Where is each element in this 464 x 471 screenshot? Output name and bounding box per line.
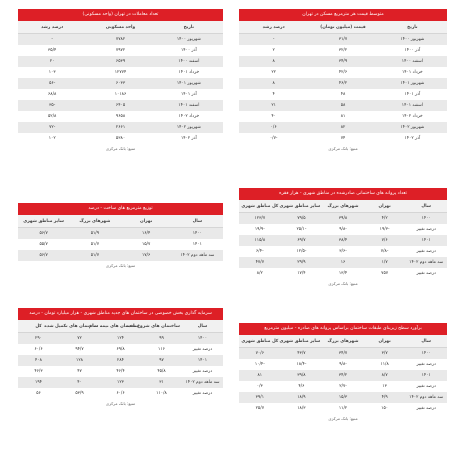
table-cell: ۸/۷ xyxy=(364,370,406,381)
table-cell: -۱۹/۹ xyxy=(254,227,265,232)
table-cell: ۴ xyxy=(272,92,275,97)
table-cell: -۳۵ xyxy=(18,100,86,111)
table-cell: ۱۵/۳ xyxy=(322,392,364,403)
card-construction-distribution xyxy=(18,203,223,271)
table-cell: ۱۰۲ xyxy=(48,136,56,141)
table-cell: ۱۰۱۸۶ xyxy=(114,92,127,97)
table-cell: ۱۷/۶ xyxy=(121,250,172,261)
card-title: سرمایه گذاری بخش خصوصی در ساختمان های جدید مناطق شهری - هزار میلیارد تومان - درصد xyxy=(18,308,223,320)
table-cell: ۸۱ xyxy=(340,114,346,119)
table-cell: ۳۴/۹ xyxy=(308,56,377,67)
table-cell: ۱۴۰۱ xyxy=(192,242,202,247)
table-row xyxy=(239,100,447,111)
table-cell: آذر ۱۴۰۰ xyxy=(404,48,421,53)
table-cell: ۴۰۸ xyxy=(18,355,59,366)
table-cell: درصد تغییر xyxy=(416,271,436,276)
table-cell: ۳۹/۸ xyxy=(322,213,364,225)
column-header: تاریخ xyxy=(378,21,447,34)
source-note: منبع: بانک مرکزی xyxy=(105,401,136,406)
table-cell: ۷۷۸۲ xyxy=(86,34,154,46)
table-cell: ۱۴۰۱ xyxy=(405,370,447,381)
table-row xyxy=(239,122,447,133)
table-cell: ۲۸۴ xyxy=(100,355,141,366)
table-cell: ۱۸/۳ xyxy=(297,406,306,411)
table-cell: ۲۵/۷ xyxy=(255,406,264,411)
table-cell: خرداد ۱۴۰۱ xyxy=(402,70,423,75)
column-header: سایر مناطق شهری xyxy=(281,200,323,213)
table-cell: ۳۸/۴ xyxy=(322,235,364,246)
table-cell: - xyxy=(18,34,86,46)
table-row xyxy=(18,78,223,89)
distribution-table xyxy=(18,215,223,261)
table-cell: ۱۲۷۷۴ xyxy=(114,70,127,75)
source-note: منبع: بانک مرکزی xyxy=(105,263,136,268)
column-header: کل xyxy=(18,320,59,333)
table-row xyxy=(18,45,223,56)
column-header: کل مناطق شهری xyxy=(239,335,281,348)
card-private-investment xyxy=(18,308,223,409)
table-header-row xyxy=(18,320,223,333)
table-cell: ۵۶/۷ xyxy=(18,228,69,240)
table-cell: ۴۶/۳ xyxy=(34,369,43,374)
table-cell: ۴۸ xyxy=(340,92,346,97)
table-cell: ۴۷ xyxy=(77,369,82,374)
column-header: تهران xyxy=(121,215,172,228)
column-header: سال xyxy=(182,320,223,333)
table-cell: ۵۲/۸ xyxy=(47,114,57,119)
table-cell: ۳/۷ xyxy=(364,348,406,360)
table-cell: ۱۶/۴ xyxy=(121,228,172,240)
table-cell: ۱۱۰/۸ xyxy=(156,391,167,396)
table-row xyxy=(239,392,447,403)
table-cell: -۶/۴ xyxy=(255,249,264,254)
table-cell: شهریور ۱۴۰۰ xyxy=(378,34,447,46)
table-cell: ۹۹ xyxy=(141,333,182,345)
table-cell: ۸ xyxy=(239,56,308,67)
table-row xyxy=(18,366,223,377)
table-cell: آذر ۱۴۰۰ xyxy=(180,48,197,53)
table-cell: ۴۰ xyxy=(59,377,100,388)
table-cell: ۴۰ xyxy=(271,114,276,119)
table-cell: ۵۳/۹ xyxy=(75,391,84,396)
table-cell: آذر ۱۴۰۱ xyxy=(404,92,421,97)
table-row xyxy=(18,344,223,355)
table-row xyxy=(18,239,223,250)
table-header-row xyxy=(18,21,223,34)
table-cell: ۵۵/۷ xyxy=(39,242,48,247)
table-row xyxy=(239,370,447,381)
table-row xyxy=(239,359,447,370)
table-cell: ۴۶/۲ xyxy=(308,78,377,89)
table-cell: ۱/۷ xyxy=(364,257,406,268)
table-cell: ۵۱/۷ xyxy=(90,242,100,247)
table-cell: ۸ xyxy=(239,78,308,89)
table-row xyxy=(239,257,447,268)
table-cell: ۱۱۶ xyxy=(158,347,165,352)
table-cell: ۴/۲ xyxy=(364,213,406,225)
card-title: متوسط قیمت هر مترمربع مسکن در تهران xyxy=(239,9,447,21)
table-row xyxy=(239,403,447,414)
table-cell: -۱۰/۴ xyxy=(254,362,265,367)
table-cell: درصد تغییر xyxy=(416,362,436,367)
table-cell: -۹/۸ xyxy=(339,362,347,367)
table-header-row xyxy=(239,21,447,34)
card-building-permits xyxy=(239,188,447,289)
table-row xyxy=(239,268,447,279)
table-cell: ۹۷ xyxy=(141,355,182,366)
table-row xyxy=(239,56,447,67)
table-row xyxy=(18,100,223,111)
column-header: شهرهای بزرگ xyxy=(322,200,364,213)
column-header: شهرهای بزرگ xyxy=(69,215,120,228)
table-cell: ۳۲/۲ xyxy=(338,48,348,53)
table-row xyxy=(18,333,223,345)
table-cell: ۵۶ xyxy=(36,391,41,396)
table-cell: ۷/۶ xyxy=(364,235,406,246)
table-cell: درصد تغییر xyxy=(192,391,213,396)
table-cell: -۹/۸ xyxy=(339,227,347,232)
table-cell: ۶۹/۷ xyxy=(281,235,323,246)
table-cell: ۹۶۵۸ xyxy=(115,114,126,119)
table-row xyxy=(239,224,447,235)
table-cell: ۶۴۰۵ xyxy=(86,100,154,111)
column-header: تهران xyxy=(364,200,406,213)
table-cell: ۱۵/۷ xyxy=(141,242,151,247)
table-cell: ۴۶/۴ xyxy=(116,369,125,374)
column-header: سال xyxy=(405,335,447,348)
card-price-per-sqm xyxy=(239,9,447,154)
table-cell: ۳۱ xyxy=(141,377,182,388)
table-row xyxy=(239,45,447,56)
table-cell: ۳۹/۱ xyxy=(239,392,281,403)
table-cell: خرداد ۱۴۰۱ xyxy=(178,70,200,75)
table-row xyxy=(239,213,447,225)
table-cell: - xyxy=(239,34,308,46)
table-header-row xyxy=(18,215,223,228)
table-row xyxy=(239,348,447,360)
table-cell: شهریور ۱۴۰۱ xyxy=(378,78,447,89)
table-row xyxy=(239,133,447,144)
table-cell: -۲۵/۱ xyxy=(296,227,307,232)
table-row xyxy=(239,246,447,257)
table-row xyxy=(18,56,223,67)
table-cell: ۴۲/۶ xyxy=(338,70,348,75)
table-cell: شهریور ۱۴۰۲ xyxy=(155,122,223,133)
table-cell: آذر ۱۴۰۱ xyxy=(180,92,197,97)
table-row xyxy=(239,235,447,246)
table-row xyxy=(18,34,223,46)
table-row xyxy=(239,111,447,122)
column-header: سال xyxy=(405,200,447,213)
table-cell: ۰/۳ xyxy=(256,384,263,389)
table-cell: ۱۲۴ xyxy=(100,333,141,345)
table-cell: ۲۹/۹ xyxy=(281,257,323,268)
column-header: شهرهای بزرگ xyxy=(322,335,364,348)
transactions-table xyxy=(18,21,223,144)
table-row xyxy=(239,78,447,89)
table-row xyxy=(239,34,447,46)
table-cell: ۱۱۵/۸ xyxy=(239,235,281,246)
source-note: منبع: بانک مرکزی xyxy=(328,416,358,421)
column-header: سایر مناطق شهری xyxy=(281,335,323,348)
table-cell: ۴۳/۷ xyxy=(281,348,323,360)
table-cell: ۳۱/۷ xyxy=(308,34,377,46)
table-cell: ۶۹/۸ xyxy=(116,347,125,352)
table-cell: ۵۱/۷ xyxy=(69,250,120,261)
table-cell: ۱۰۳ xyxy=(48,70,56,75)
table-cell: اسفند ۱۴۰۱ xyxy=(155,100,223,111)
table-cell: ۱۶ xyxy=(322,257,364,268)
table-cell: -۱۹/۳ xyxy=(379,227,390,232)
table-row xyxy=(18,89,223,100)
table-cell: ۱۴۰۰ xyxy=(405,213,447,225)
investment-table xyxy=(18,320,223,399)
table-row xyxy=(239,381,447,392)
table-cell: ۱۷/۴ xyxy=(297,271,306,276)
column-header: تهران xyxy=(364,335,406,348)
column-header: سال xyxy=(172,215,223,228)
table-cell: ۷۵۷ xyxy=(381,271,389,276)
table-cell: اسفند ۱۴۰۱ xyxy=(378,100,447,111)
table-cell: ۱۴۰۰ xyxy=(172,228,223,240)
table-cell: ۲۲ xyxy=(271,70,276,75)
table-cell: ۱۴۰۰ xyxy=(182,333,223,345)
table-cell: ۱۲۳ xyxy=(100,377,141,388)
table-cell: -۱۲/۵ xyxy=(296,249,307,254)
table-cell: ۴۵/۸ xyxy=(157,369,166,374)
card-tehran-transactions xyxy=(18,9,223,154)
table-row xyxy=(239,89,447,100)
table-row xyxy=(18,355,223,366)
table-cell: ۱۳ xyxy=(382,384,387,389)
table-cell: ۵۸ xyxy=(308,100,377,111)
table-cell: ۴۷/۷ xyxy=(239,257,281,268)
table-cell: ۲۹۰ xyxy=(18,333,59,345)
table-cell: اسفند ۱۴۰۰ xyxy=(378,56,447,67)
table-cell: سه ماهه دوم ۱۴۰۲ xyxy=(405,392,447,403)
table-cell: ۵۱/۹ xyxy=(69,228,120,240)
card-title: تعداد پروانه های ساختمانی صادرشده در مناطق شهری - هزار فقره xyxy=(239,188,447,200)
table-cell: ۳۵/۴ xyxy=(47,48,57,53)
card-title: برآورد سطح زیربنای طبقات ساختمان براساس پروانه های صادره - میلیون مترمربع xyxy=(239,323,447,335)
table-cell: ۱۱/۸ xyxy=(380,362,389,367)
table-cell: ۱۹۴ xyxy=(18,377,59,388)
table-cell: ۱۸/۹ xyxy=(281,392,323,403)
column-header: سایر مناطق شهری xyxy=(18,215,69,228)
source-note: منبع: بانک مرکزی xyxy=(328,281,358,286)
table-cell: -۷/۸ xyxy=(380,249,389,254)
table-cell: ۱۴۰۱ xyxy=(182,355,223,366)
table-cell: -۱۸/۴ xyxy=(296,362,307,367)
table-row xyxy=(18,67,223,78)
table-cell: ۶۸/۸ xyxy=(47,92,57,97)
table-cell: -۷۲ xyxy=(18,122,86,133)
column-header: کل مناطق شهری xyxy=(239,200,281,213)
card-title: توزیع مترمربع های ساخت - درصد xyxy=(18,203,223,215)
table-cell: ۱۲۳/۷ xyxy=(239,213,281,225)
table-cell: درصد تغییر xyxy=(416,227,436,232)
table-row xyxy=(18,133,223,144)
table-cell: اسفند ۱۴۰۰ xyxy=(155,56,223,67)
table-header-row xyxy=(239,200,447,213)
table-row xyxy=(18,388,223,399)
table-cell: ۲۰ xyxy=(18,56,86,67)
table-cell: شهریور ۱۴۰۰ xyxy=(155,34,223,46)
table-row xyxy=(18,228,223,240)
table-cell: ۷۴ xyxy=(340,136,346,141)
card-title: تعداد معاملات در تهران (واحد مسکونی) xyxy=(18,9,223,21)
table-cell: ۳۴/۷ xyxy=(322,348,364,360)
column-header: درصد رشد xyxy=(239,21,308,34)
table-cell: ۲۶۶۱ xyxy=(86,122,154,133)
table-cell: سه ماهه دوم ۱۴۰۲ xyxy=(405,257,447,268)
column-header: ساختمان های تکمیل شده xyxy=(59,320,100,333)
table-cell: ۳۹/۸ xyxy=(281,370,323,381)
column-header: درصد رشد xyxy=(18,21,86,34)
table-cell: ۱۲۸ xyxy=(59,355,100,366)
table-cell: درصد تغییر xyxy=(192,347,213,352)
table-cell: ۱۵۰ xyxy=(381,406,389,411)
table-cell: -۳/۶ xyxy=(339,249,347,254)
card-floor-area-estimate xyxy=(239,323,447,424)
table-cell: ۷۹/۵ xyxy=(281,213,323,225)
table-row xyxy=(18,250,223,261)
table-cell: ۲ xyxy=(272,48,275,53)
table-cell: ۷۹۷۲ xyxy=(115,48,126,53)
table-cell: آذر ۱۴۰۲ xyxy=(404,136,421,141)
table-cell: -۵۶ xyxy=(18,78,86,89)
table-row xyxy=(239,67,447,78)
table-cell: ۶۰/۶ xyxy=(116,391,125,396)
table-cell: ۶۰/۶ xyxy=(34,347,43,352)
table-row xyxy=(18,111,223,122)
table-cell: خرداد ۱۴۰۲ xyxy=(402,114,423,119)
table-cell: سه ماهه دوم ۱۴۰۲ xyxy=(182,377,223,388)
table-cell: ۹۴/۷ xyxy=(75,347,84,352)
table-cell: آذر ۱۴۰۲ xyxy=(180,136,197,141)
table-cell: ۱۴۰۱ xyxy=(405,235,447,246)
column-header: قیمت (میلیون تومان) xyxy=(308,21,377,34)
table-cell: درصد تغییر xyxy=(192,369,213,374)
table-cell: شهریور ۱۴۰۱ xyxy=(155,78,223,89)
table-cell: ۴/۹ xyxy=(364,392,406,403)
source-note: منبع: بانک مرکزی xyxy=(328,146,358,151)
table-cell: ۸/۲ xyxy=(256,271,263,276)
table-cell: خرداد ۱۴۰۲ xyxy=(178,114,200,119)
table-header-row xyxy=(239,335,447,348)
column-header: ساختمان های نیمه تمام xyxy=(100,320,141,333)
table-cell: درصد تغییر xyxy=(416,249,436,254)
table-cell: شهریور ۱۴۰۲ xyxy=(378,122,447,133)
permits-table xyxy=(239,200,447,279)
table-cell: درصد تغییر xyxy=(416,406,436,411)
table-cell: ۷۲ xyxy=(59,333,100,345)
table-cell: ۸۱ xyxy=(239,370,281,381)
table-cell: سه ماهه دوم ۱۴۰۲ xyxy=(172,250,223,261)
table-cell: ۲۱ xyxy=(239,100,308,111)
column-header: واحد مسکونی xyxy=(86,21,154,34)
table-cell: ۵۶/۷ xyxy=(18,250,69,261)
table-cell: ۸۲ xyxy=(308,122,377,133)
table-cell: ۶۰۳۳ xyxy=(86,78,154,89)
table-cell: ۱۱/۲ xyxy=(338,406,348,411)
table-cell: ۶۵۳۹ xyxy=(86,56,154,67)
column-header: ساختمان های شروع شده xyxy=(141,320,182,333)
table-cell: ۴/۶ xyxy=(298,384,305,389)
column-header: تاریخ xyxy=(155,21,223,34)
table-row xyxy=(18,122,223,133)
table-cell: ۳۴/۲ xyxy=(322,370,364,381)
table-cell: ۷۰/۶ xyxy=(239,348,281,360)
table-cell: ۱۳/۴ xyxy=(338,271,348,276)
table-cell: ۵۳۸۰ xyxy=(115,136,126,141)
table-row xyxy=(18,377,223,388)
source-note: منبع: بانک مرکزی xyxy=(105,146,136,151)
price-table xyxy=(239,21,447,144)
table-cell: ۰/۶ xyxy=(239,122,308,133)
table-cell: درصد تغییر xyxy=(416,384,436,389)
table-cell: -۲/۷ xyxy=(339,384,347,389)
table-cell: -۰/۷ xyxy=(269,136,278,141)
floor-area-table xyxy=(239,335,447,414)
table-cell: ۱۴۰۰ xyxy=(405,348,447,360)
